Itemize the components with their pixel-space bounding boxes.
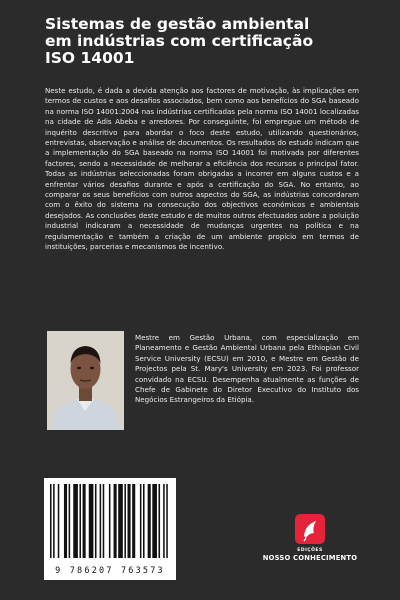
author-bio: Mestre em Gestão Urbana, com especialização em Planeamento e Gestão Ambiental Urbana pela Ethiopian Civil Service University (ECSU) em 2010, e Mestre em Gestão de Projectos pela St. Mary's University em 2023. Foi professor convidado na ECSU. Desempenha atualmente as funções de Chefe de Gabinete do Diretor Executivo do Instituto dos Negócios Estrangeiros da Etiópia.	[135, 333, 359, 405]
author-portrait-image	[47, 331, 124, 430]
publisher-logo-icon	[295, 514, 325, 544]
publisher-name: NOSSO CONHECIMENTO	[262, 554, 358, 562]
isbn-number: 9 786207 763573	[55, 566, 165, 576]
publisher-label: EDIÇÕES	[297, 548, 323, 553]
book-summary: Neste estudo, é dada a devida atenção aos factores de motivação, às implicações em termos de custos e aos desafios associados, bem como aos benefícios do SGA baseado na norma ISO 14001:2004 nas indústrias certificadas pela norma ISO 14001 localizadas na cidade de Adis Abeba e arredores. Por conseguinte, foi empregue um método de inquérito descritivo para abordar o foco deste estudo, utilizando questionários, entrevistas, observação e análise de documentos. Os resultados do estudo indicam que a implementação do SGA baseado na norma ISO 14001 foi motivada por diferentes factores, sendo a necessidade de melhorar a eficiência dos recursos o principal fator. Todas as indústrias seleccionadas foram obrigadas a incorrer em alguns custos e a enfrentar vários desafios durante e após a certificação do SGA. No entanto, ao comparar os seus benefícios com outros aspectos do SGA, as indústrias concordaram com o êxito do sistema na consecução dos objectivos económicos e ambientais desejados. As conclusões deste estudo e de muitos outros efectuados sobre a poluição industrial indicaram a necessidade de mudanças urgentes na política e na regulamentação e também a criação de um ambiente propício em termos de instituições, parcerias e mecanismos de incentivo.	[45, 86, 359, 252]
publisher-block	[262, 514, 358, 562]
author-photo	[47, 331, 124, 430]
isbn-barcode	[44, 478, 176, 580]
book-title: Sistemas de gestão ambiental em indústrias com certificação ISO 14001	[45, 15, 314, 67]
barcode-bars	[44, 478, 176, 562]
